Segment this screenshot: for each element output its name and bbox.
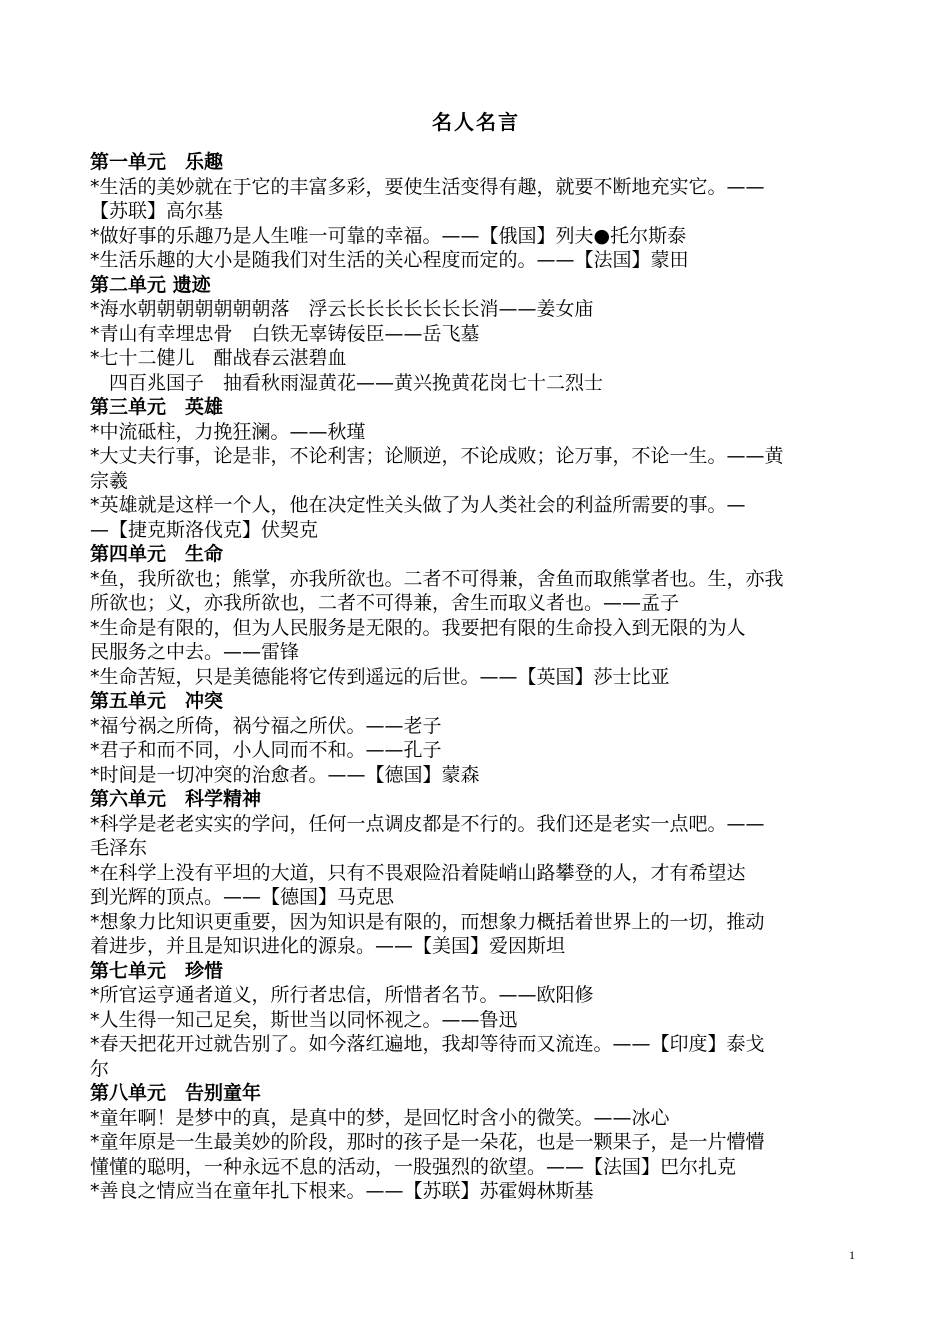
quote-line: *科学是老老实实的学问，任何一点调皮都是不行的。我们还是老实一点吧。—— xyxy=(90,812,765,835)
quote-line: 懂懂的聪明，一种永远不息的活动，一股强烈的欲望。——【法国】巴尔扎克 xyxy=(90,1155,737,1178)
quote-line: *善良之情应当在童年扎下根来。——【苏联】苏霍姆林斯基 xyxy=(90,1180,594,1202)
section-heading: 第三单元 英雄 xyxy=(90,396,224,418)
quote-line: —【捷克斯洛伐克】伏契克 xyxy=(90,518,319,541)
quote-line: *生活乐趣的大小是随我们对生活的关心程度而定的。——【法国】蒙田 xyxy=(90,249,689,271)
quote-line: 到光辉的顶点。——【德国】马克思 xyxy=(90,886,395,908)
section xyxy=(90,959,862,1082)
quote-line: *青山有幸埋忠骨 白铁无辜铸佞臣——岳飞墓 xyxy=(90,322,480,345)
quote-line: *想象力比知识更重要，因为知识是有限的，而想象力概括着世界上的一切，推动 xyxy=(90,910,765,933)
section-heading: 第七单元 珍惜 xyxy=(90,959,224,982)
quote-line: *生活的美妙就在于它的丰富多彩，要使生活变得有趣，就要不断地充实它。—— xyxy=(90,175,765,198)
quote-line: *七十二健儿 酣战春云湛碧血 xyxy=(90,347,347,369)
quote-line: *人生得一知己足矣，斯世当以同怀视之。——鲁迅 xyxy=(90,1008,518,1031)
quote-line: 四百兆国子 抽看秋雨湿黄花——黄兴挽黄花岗七十二烈士 xyxy=(90,371,604,394)
section xyxy=(90,787,862,959)
quote-line: *君子和而不同，小人同而不和。——孔子 xyxy=(90,739,442,761)
quote-line: 毛泽东 xyxy=(90,837,148,859)
section xyxy=(90,150,862,273)
section-heading: 第一单元 乐趣 xyxy=(90,151,224,173)
section xyxy=(90,689,862,787)
quote-line: *春天把花开过就告别了。如今落红遍地，我却等待而又流连。——【印度】泰戈 xyxy=(90,1033,765,1055)
quote-line: *大丈夫行事，论是非，不论利害；论顺逆，不论成败；论万事，不论一生。——黄 xyxy=(90,445,784,467)
quote-line: *童年原是一生最美妙的阶段，那时的孩子是一朵花，也是一颗果子，是一片懵懵 xyxy=(90,1131,765,1153)
quote-line: *生命苦短，只是美德能将它传到遥远的后世。——【英国】莎士比亚 xyxy=(90,665,670,688)
quote-line: 着进步，并且是知识进化的源泉。——【美国】爱因斯坦 xyxy=(90,935,566,957)
quote-line: *在科学上没有平坦的大道，只有不畏艰险沿着陡峭山路攀登的人，才有希望达 xyxy=(90,861,746,884)
page-number: 1 xyxy=(849,1248,855,1262)
sections-container xyxy=(90,150,862,1204)
document-page xyxy=(90,110,862,1204)
quote-line: 【苏联】高尔基 xyxy=(90,200,224,222)
quote-line: *童年啊！是梦中的真，是真中的梦，是回忆时含小的微笑。——冰心 xyxy=(90,1106,670,1129)
section xyxy=(90,542,862,689)
quote-line: *英雄就是这样一个人，他在决定性关头做了为人类社会的利益所需要的事。— xyxy=(90,494,746,516)
quote-line: *福兮祸之所倚，祸兮福之所伏。——老子 xyxy=(90,714,442,737)
quote-line: *海水朝朝朝朝朝朝朝落 浮云长长长长长长长消——姜女庙 xyxy=(90,298,594,320)
section xyxy=(90,1081,862,1204)
quote-line: 所欲也；义，亦我所欲也，二者不可得兼，舍生而取义者也。——孟子 xyxy=(90,592,680,614)
section-heading: 第五单元 冲突 xyxy=(90,690,224,712)
section-heading: 第六单元 科学精神 xyxy=(90,788,262,810)
quote-line: *时间是一切冲突的治愈者。——【德国】蒙森 xyxy=(90,763,480,786)
quote-line: *做好事的乐趣乃是人生唯一可靠的幸福。——【俄国】列夫●托尔斯泰 xyxy=(90,224,687,247)
section-heading: 第四单元 生命 xyxy=(90,543,224,565)
document-title: 名人名言 xyxy=(432,110,520,134)
quote-line: *所官运亨通者道义，所行者忠信，所惜者名节。——欧阳修 xyxy=(90,984,594,1006)
section xyxy=(90,395,862,542)
quote-line: 民服务之中去。——雷锋 xyxy=(90,641,300,663)
quote-line: *鱼，我所欲也；熊掌，亦我所欲也。二者不可得兼，舍鱼而取熊掌者也。生，亦我 xyxy=(90,567,784,590)
quote-line: 尔 xyxy=(90,1057,110,1080)
section-heading: 第八单元 告别童年 xyxy=(90,1082,262,1104)
quote-line: 宗羲 xyxy=(90,469,129,492)
section-heading: 第二单元 遗迹 xyxy=(90,273,211,296)
section xyxy=(90,273,862,396)
quote-line: *中流砥柱，力挽狂澜。——秋瑾 xyxy=(90,420,366,443)
quote-line: *生命是有限的，但为人民服务是无限的。我要把有限的生命投入到无限的为人 xyxy=(90,616,746,639)
